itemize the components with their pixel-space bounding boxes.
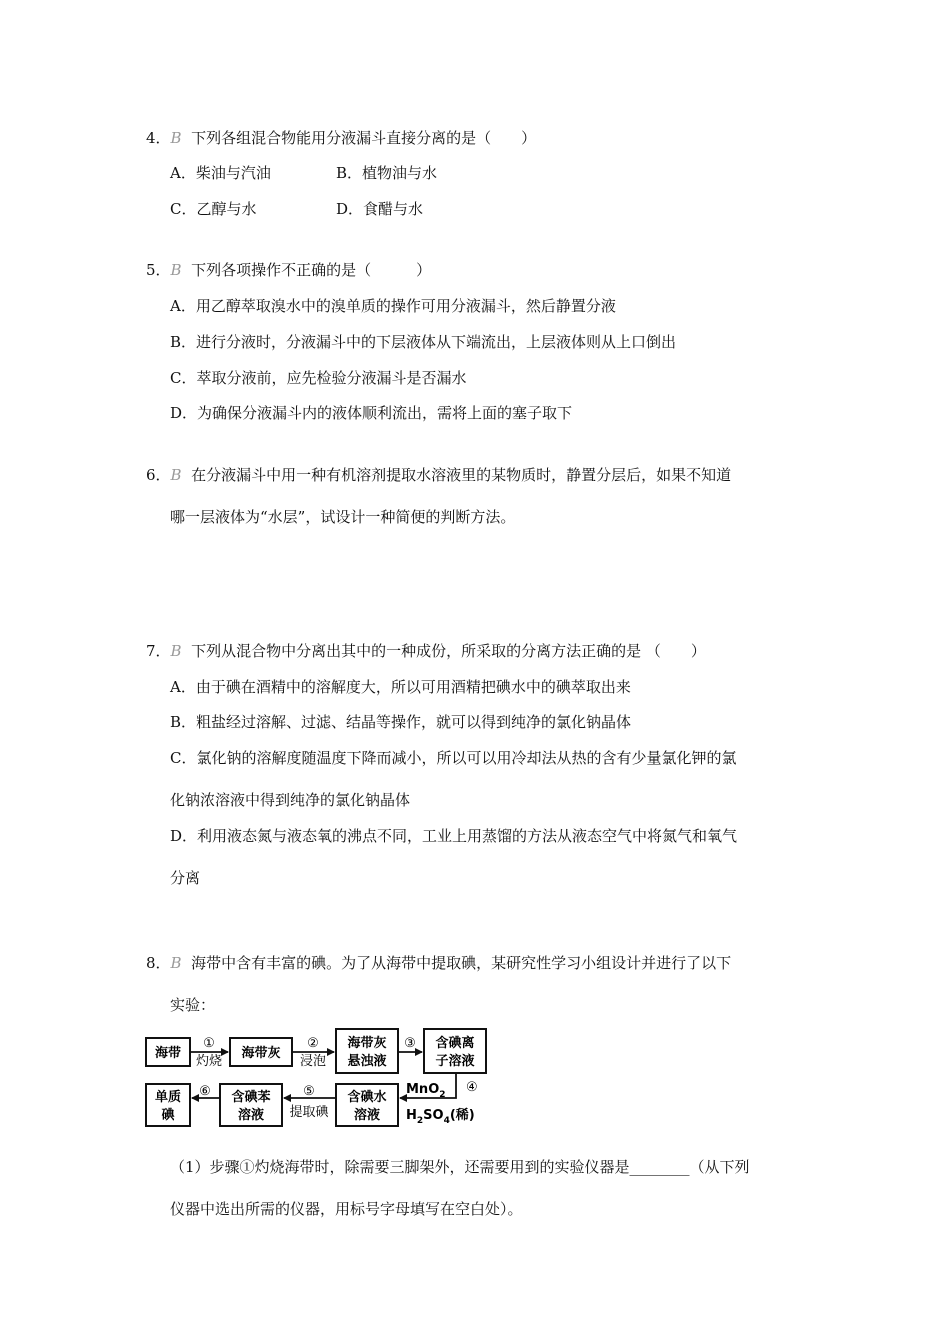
difficulty-level: B xyxy=(170,129,182,147)
box-label: 碘 xyxy=(161,1108,175,1123)
box-label: 溶液 xyxy=(353,1108,381,1123)
q7-option-b: B．粗盐经过溶解、过滤、结晶等操作，就可以得到纯净的氯化钠晶体 xyxy=(170,713,632,731)
q4-option-a: A．柴油与汽油 xyxy=(170,164,271,182)
question-text: 下列各组混合物能用分液漏斗直接分离的是（ ） xyxy=(191,129,537,147)
box-label: 含碘水 xyxy=(347,1090,387,1105)
question-text: 下列从混合物中分离出其中的一种成份，所采取的分离方法正确的是 （ ） xyxy=(191,642,706,660)
q7-option-d: D．利用液态氮与液态氧的沸点不同，工业上用蒸馏的方法从液态空气中将氮气和氧气 xyxy=(170,827,738,845)
question-text: 下列各项操作不正确的是（ ） xyxy=(191,261,432,279)
question-number: 7． xyxy=(146,642,171,660)
box-label: 含碘苯 xyxy=(231,1090,271,1105)
q5-option-c: C．萃取分液前，应先检验分液漏斗是否漏水 xyxy=(170,369,467,387)
q5-option-d: D．为确保分液漏斗内的液体顺利流出，需将上面的塞子取下 xyxy=(170,404,573,422)
difficulty-level: B xyxy=(170,261,182,279)
difficulty-level: B xyxy=(170,466,182,484)
q7-option-c: C．氯化钠的溶解度随温度下降而减小，所以可以用冷却法从热的含有少量氯化钾的氯 xyxy=(170,749,737,767)
step-label: ③ xyxy=(404,1036,416,1051)
step-label: 提取碘 xyxy=(289,1105,329,1120)
q7-option-c-continued: 化钠浓溶液中得到纯净的氯化钠晶体 xyxy=(170,791,411,809)
q5-option-a: A．用乙醇萃取溴水中的溴单质的操作可用分液漏斗，然后静置分液 xyxy=(170,297,616,315)
box-label: 含碘离 xyxy=(435,1036,475,1051)
step-label: ⑤ xyxy=(303,1084,315,1099)
box-label: 子溶液 xyxy=(435,1054,475,1069)
q5-option-b: B．进行分液时，分液漏斗中的下层液体从下端流出，上层液体则从上口倒出 xyxy=(170,333,677,351)
question-number: 6． xyxy=(146,466,171,484)
question-number: 8． xyxy=(146,954,171,972)
q4-option-d: D．食醋与水 xyxy=(336,200,424,218)
box-label: 海带 xyxy=(154,1046,182,1061)
q7-option-d-continued: 分离 xyxy=(170,869,201,887)
difficulty-level: B xyxy=(170,642,182,660)
step-label: 灼烧 xyxy=(195,1054,223,1069)
q8-subquestion-1-continued: 仪器中选出所需的仪器，用标号字母填写在空白处）。 xyxy=(170,1200,523,1218)
step-label: 浸泡 xyxy=(299,1054,327,1069)
step-label: ⑥ xyxy=(199,1084,211,1099)
box-label: 海带灰 xyxy=(347,1036,387,1051)
reagent-dilute-sulfuric-acid: $H_2SO_4$(稀) xyxy=(406,1108,475,1126)
box-label: 溶液 xyxy=(237,1108,265,1123)
q8-stem-continued: 实验： xyxy=(170,996,216,1014)
box-label: 海带灰 xyxy=(241,1046,281,1061)
question-number: 4． xyxy=(146,129,171,147)
box-label: 单质 xyxy=(154,1090,182,1105)
box-label: 悬浊液 xyxy=(347,1054,387,1069)
step-label: ④ xyxy=(466,1080,478,1095)
question-text: 在分液漏斗中用一种有机溶剂提取水溶液里的某物质时，静置分层后，如果不知道 xyxy=(191,466,732,484)
step-label: ② xyxy=(307,1036,319,1051)
step-label: ① xyxy=(203,1036,215,1051)
q4-option-c: C．乙醇与水 xyxy=(170,200,257,218)
question-number: 5． xyxy=(146,261,171,279)
difficulty-level: B xyxy=(170,954,182,972)
question-text: 海带中含有丰富的碘。为了从海带中提取碘，某研究性学习小组设计并进行了以下 xyxy=(191,954,732,972)
q7-option-a: A．由于碘在酒精中的溶解度大，所以可用酒精把碘水中的碘萃取出来 xyxy=(170,678,631,696)
q4-option-b: B．植物油与水 xyxy=(336,164,438,182)
q6-stem-continued: 哪一层液体为“水层”，试设计一种简便的判断方法。 xyxy=(170,508,516,526)
reagent-mno2: MnO$_2$ xyxy=(406,1082,446,1100)
q8-subquestion-1: （1）步骤①灼烧海带时，除需要三脚架外，还需要用到的实验仪器是________（从下列 xyxy=(170,1158,750,1176)
